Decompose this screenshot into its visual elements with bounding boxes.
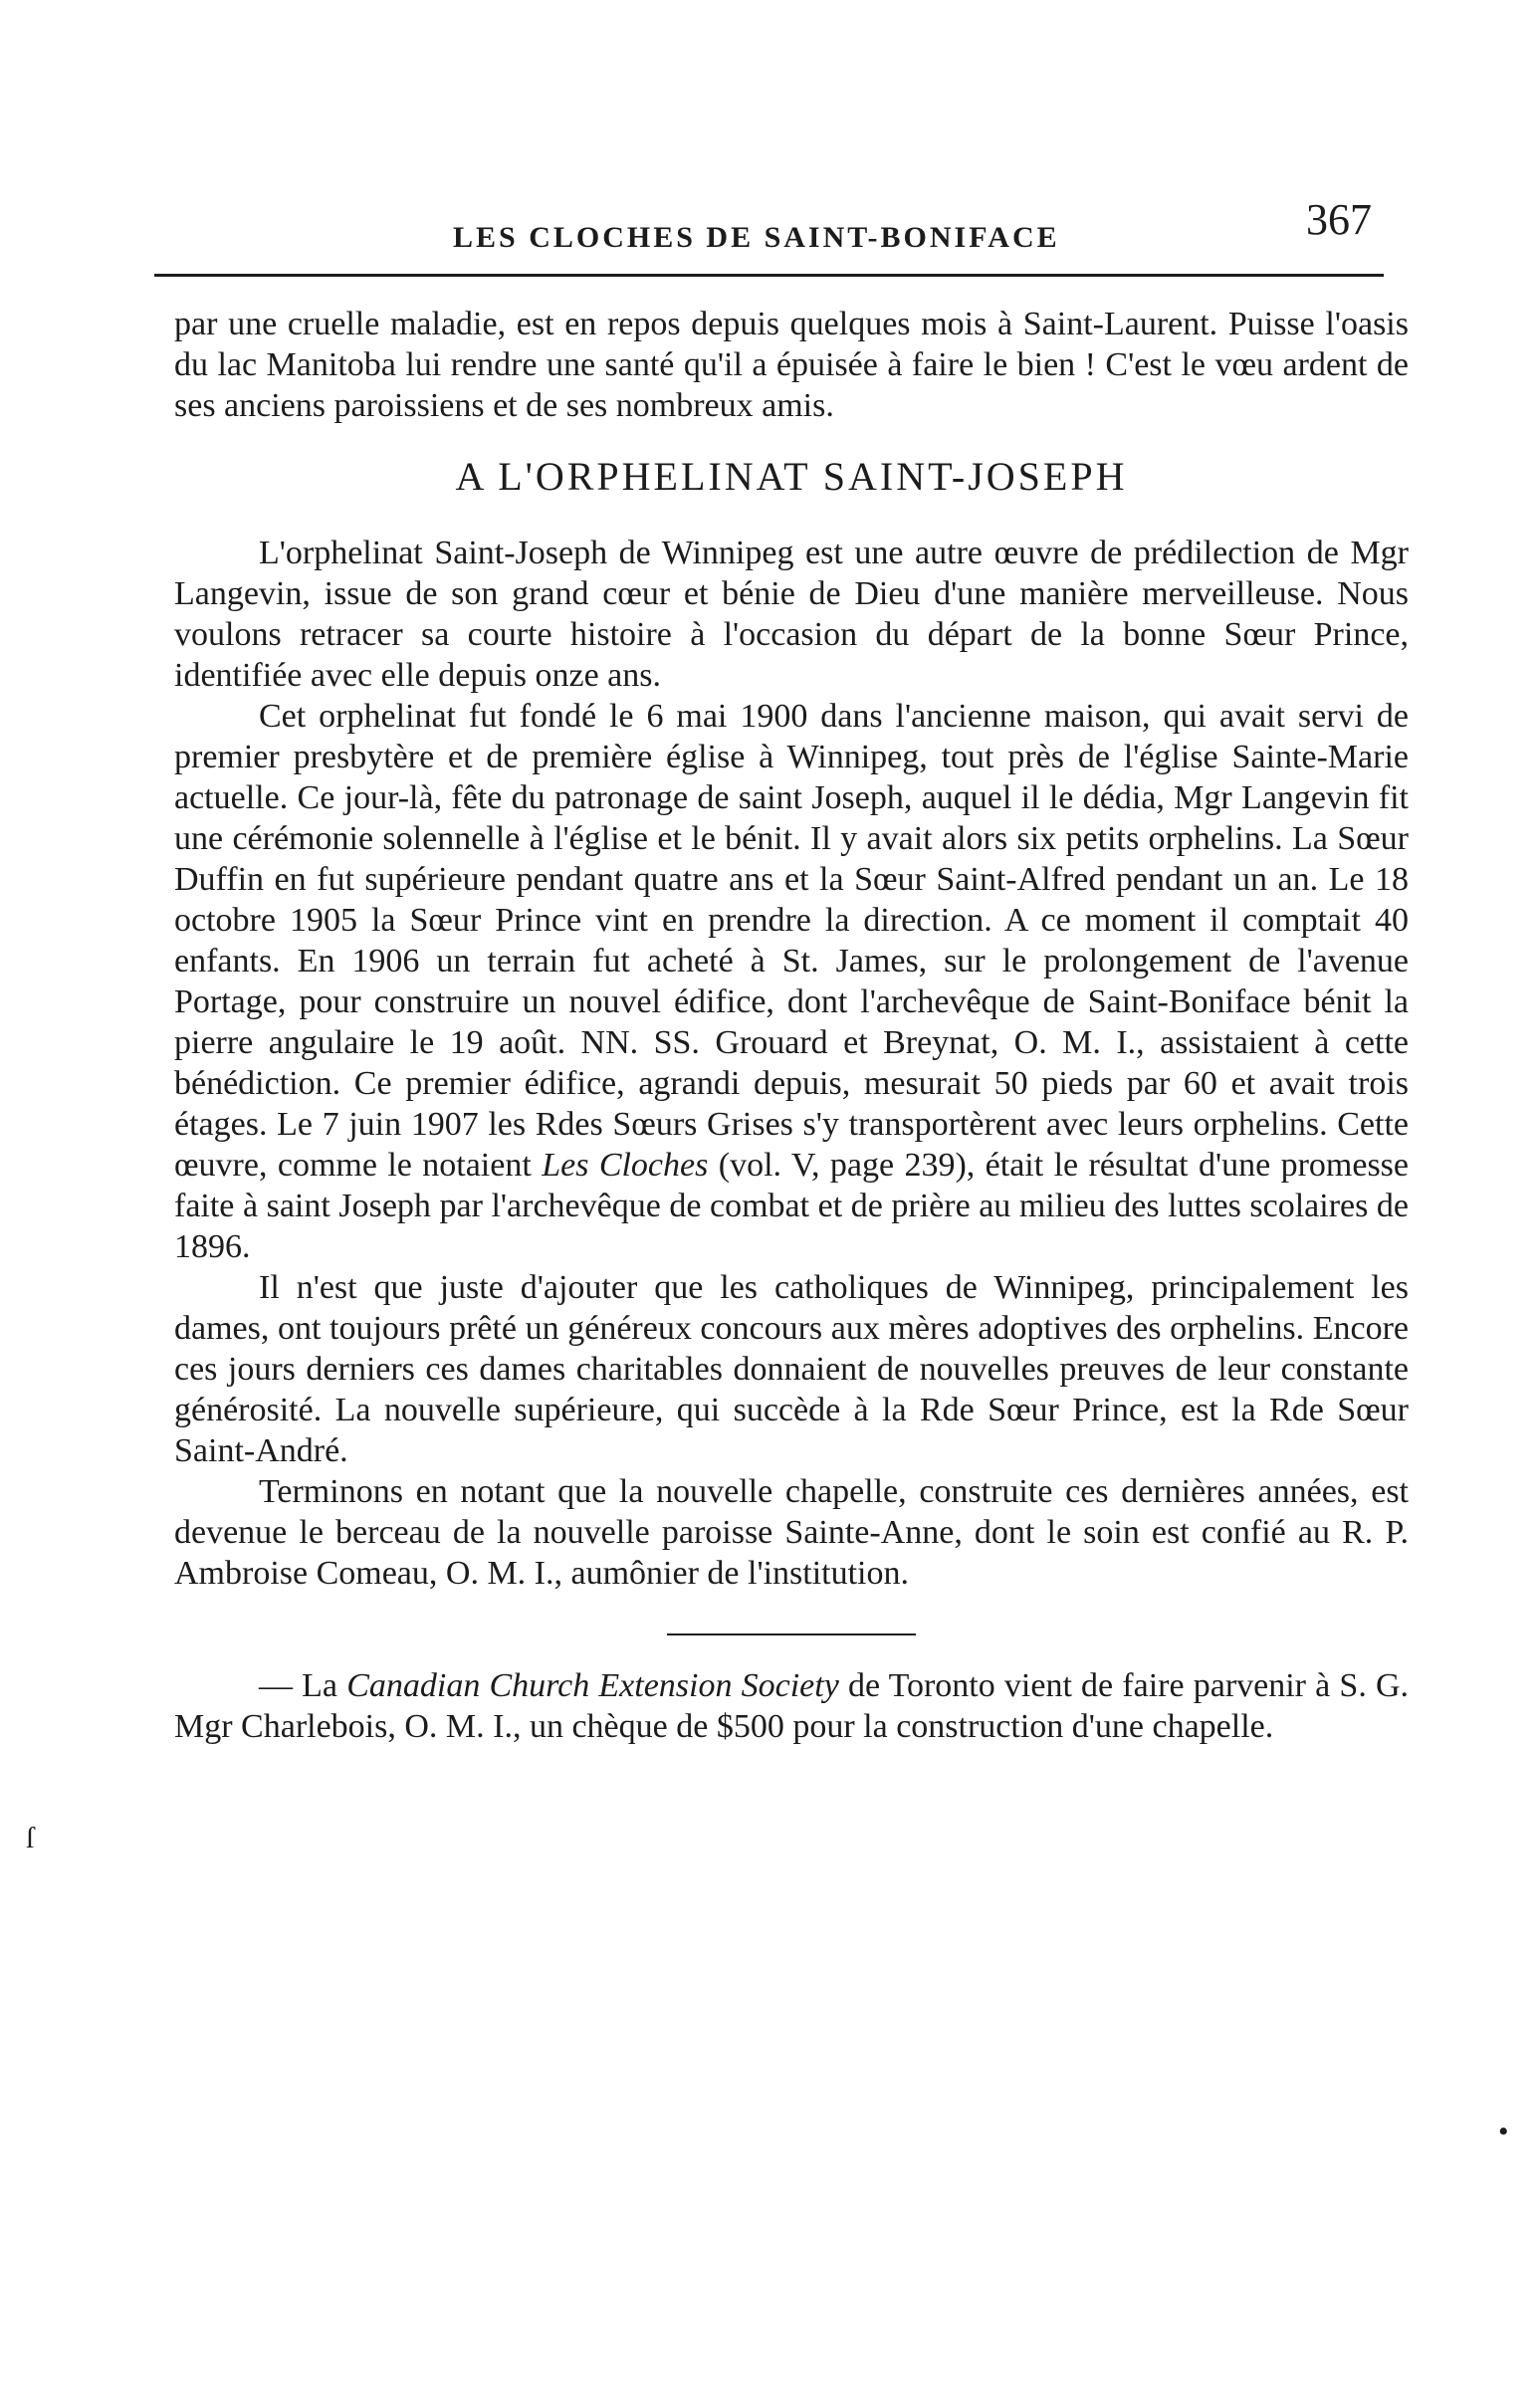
running-title: LES CLOCHES DE SAINT-BONIFACE — [453, 221, 1060, 254]
paragraph-supporters: Il n'est que juste d'ajouter que les catholiques de Winnipeg, principalement les dames, ont toujours prêté un généreux concours aux mères adoptives des orphelins. Encore ces jours derniers ces dames charitables donnaient de nouvelles preuves de leur constante générosité. La nouvelle supérieure, qui succède à la Rde Sœur Prince, est la Rde Sœur Saint-André. — [174, 1269, 1409, 1469]
margin-mark-left: ſ — [26, 1822, 35, 1854]
paragraph-continuation: par une cruelle maladie, est en repos depuis quelques mois à Saint-Laurent. Puisse l'oasis du lac Manitoba lui rendre une santé qu'il a épuisée à faire le bien ! C'est le vœu ardent de ses anciens paroissiens et de ses nombreux amis. — [174, 306, 1409, 424]
paragraph-news-item — [174, 1665, 1409, 1747]
society-name: Canadian Church Extension Society — [346, 1667, 839, 1704]
journal-title: Les Cloches — [542, 1147, 709, 1184]
page-body — [174, 304, 1409, 1747]
paragraph-intro: L'orphelinat Saint-Joseph de Winnipeg est une autre œuvre de prédilection de Mgr Langevin, issue de son grand cœur et bénie de Dieu d'une manière merveilleuse. Nous voulons retracer sa courte histoire à l'occasion du départ de la bonne Sœur Prince, identifiée avec elle depuis onze ans. — [174, 535, 1409, 694]
history-text-a: Cet orphelinat fut fondé le 6 mai 1900 dans l'ancienne maison, qui avait servi de premier presbytère et de première église à Winnipeg, tout près de l'église Sainte-Marie actuelle. Ce jour-là, fête du patronage de saint Joseph, auquel il le dédia, Mgr Langevin fit une cérémonie solennelle à l'église et le bénit. Il y avait alors six petits orphelins. La Sœur Duffin en fut supérieure pendant quatre ans et la Sœur Saint-Alfred pendant un an. Le 18 octobre 1905 la Sœur Prince vint en prendre la direction. A ce moment il comptait 40 enfants. En 1906 un terrain fut acheté à St. James, sur le prolongement de l'avenue Portage, pour construire un nouvel édifice, dont l'archevêque de Saint-Boniface bénit la pierre angulaire le 19 août. NN. SS. Grouard et Breynat, O. M. I., assistaient à cette bénédiction. Ce premier édifice, agrandi depuis, mesurait 50 pieds par 60 et avait trois étages. Le 7 juin 1907 les Rdes Sœurs Grises s'y transportèrent avec leurs orphelins. Cette œuvre, comme le notaient — [174, 698, 1409, 1184]
news-text: de Toronto vient de faire parvenir à S. G. Mgr Charlebois, O. M. I., un chèque de $500 pour la construction d'une chapelle. — [174, 1667, 1410, 1745]
news-lead: — La — [259, 1667, 338, 1704]
separator-rule — [667, 1633, 916, 1635]
page-number: 367 — [1306, 195, 1372, 244]
margin-mark-right: • — [1498, 2115, 1509, 2148]
history-text-b: (vol. V, page 239), était le résultat d'une promesse faite à saint Joseph par l'archevêque de combat et de prière au milieu des luttes scolaires de 1896. — [174, 1147, 1410, 1265]
section-title: A L'ORPHELINAT SAINT-JOSEPH — [455, 454, 1128, 499]
paragraph-chapel: Terminons en notant que la nouvelle chapelle, construite ces dernières années, est devenue le berceau de la nouvelle paroisse Sainte-Anne, dont le soin est confié au R. P. Ambroise Comeau, O. M. I., aumônier de l'institution. — [174, 1473, 1409, 1592]
paragraph-history — [174, 696, 1409, 1267]
header-rule — [154, 274, 1384, 277]
